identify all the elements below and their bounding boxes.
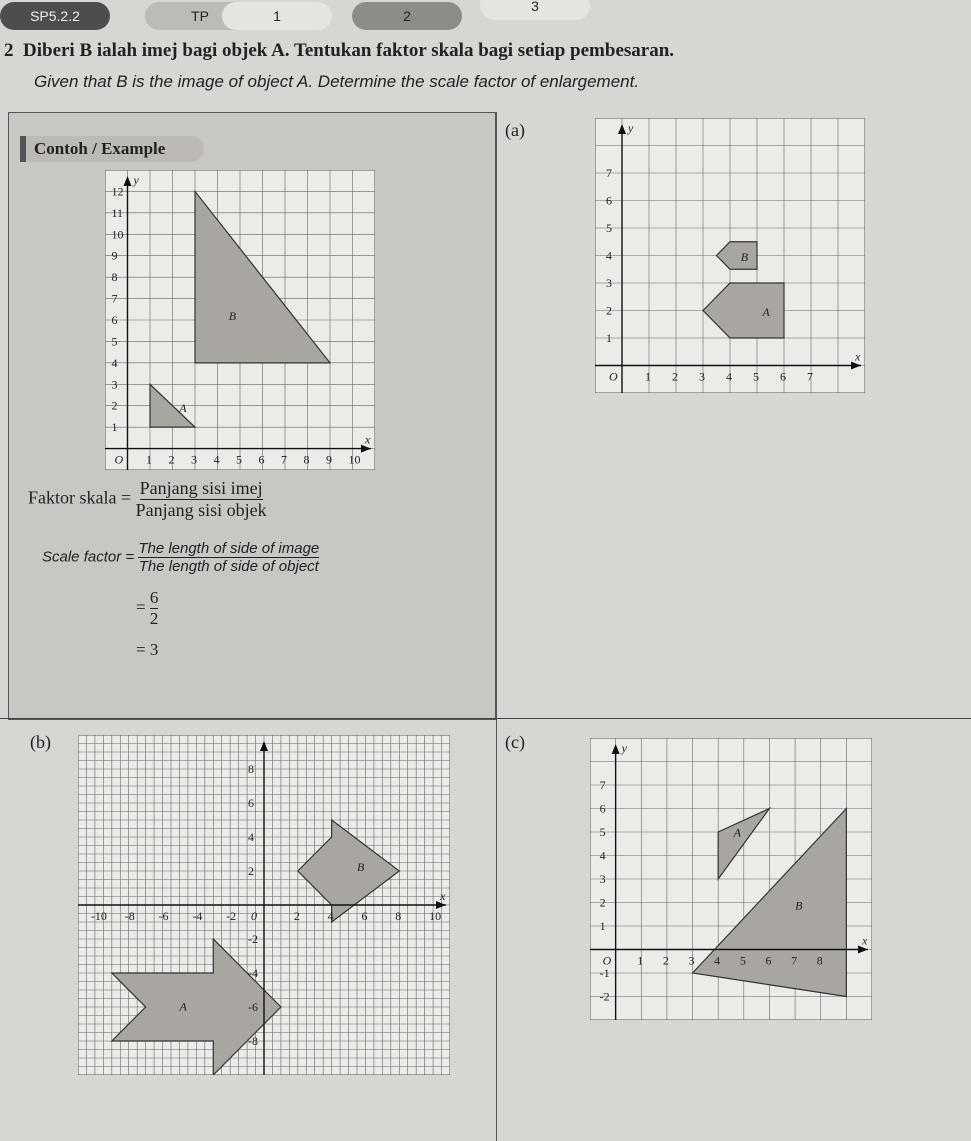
y-tick-label: 9	[111, 248, 118, 263]
x-tick-label: 3	[191, 452, 197, 467]
origin-label: 0	[251, 909, 257, 923]
y-axis-label: y	[133, 173, 139, 187]
x-tick-label: 5	[739, 953, 746, 968]
denominator: 2	[149, 609, 159, 628]
shape-label: B	[357, 860, 365, 874]
y-tick-label: 3	[599, 872, 606, 886]
formula-ms	[28, 478, 267, 521]
y-tick-label: -8	[248, 1034, 258, 1048]
y-tick-label: -2	[248, 932, 258, 946]
x-tick-label: 8	[395, 909, 402, 923]
x-tick-label: 7	[281, 452, 287, 467]
y-tick-label: 11	[111, 205, 124, 220]
y-tick-label: 1	[111, 420, 118, 435]
part-b-grid	[78, 735, 450, 1075]
part-c-label: (c)	[505, 732, 525, 752]
x-tick-label: 2	[672, 369, 678, 384]
x-tick-label: -6	[158, 909, 169, 923]
x-tick-label: 6	[765, 953, 772, 968]
x-tick-label: -8	[124, 909, 135, 923]
denominator: The length of side of object	[138, 558, 319, 575]
y-tick-label: 3	[606, 276, 612, 290]
y-tick-label: 6	[111, 313, 118, 327]
y-tick-label: 2	[111, 398, 118, 413]
x-tick-label: 4	[327, 909, 334, 923]
y-tick-label: 8	[248, 762, 254, 776]
y-tick-label: -2	[599, 989, 610, 1004]
denominator: Panjang sisi objek	[135, 500, 267, 520]
y-tick-label: 2	[599, 895, 606, 910]
x-tick-label: -4	[192, 909, 203, 923]
x-axis-label: x	[365, 432, 371, 447]
tab-sp: SP5.2.2	[0, 2, 110, 30]
x-tick-label: 1	[645, 369, 651, 384]
y-tick-label: 6	[599, 801, 606, 816]
y-tick-label: 7	[111, 291, 118, 306]
x-axis-label: x	[855, 349, 861, 364]
formula-lhs: Scale factor =	[42, 548, 135, 566]
question-text-en: Given that B is the image of object A. Determine the scale factor of enlargement.	[34, 72, 640, 91]
x-tick-label: 4	[213, 452, 220, 467]
x-tick-label: 9	[326, 452, 332, 467]
x-tick-label: 5	[236, 452, 242, 467]
y-tick-label: 2	[606, 303, 612, 318]
x-tick-label: 5	[753, 369, 759, 384]
part-c-grid	[590, 738, 872, 1020]
x-tick-label: 1	[637, 953, 644, 968]
y-tick-label: 3	[111, 377, 118, 392]
tab-1: 1	[222, 2, 332, 30]
x-tick-label: 3	[699, 369, 705, 384]
x-tick-label: 8	[303, 452, 310, 467]
x-tick-label: 3	[688, 953, 695, 968]
formula-en	[42, 540, 319, 575]
x-tick-label: 8	[816, 953, 823, 968]
y-tick-label: 4	[599, 848, 606, 863]
y-axis-label: y	[628, 121, 634, 135]
x-axis-label: x	[862, 933, 868, 948]
equals: =	[136, 597, 146, 617]
step-2: = 3	[136, 640, 159, 659]
x-tick-label: 7	[791, 953, 798, 968]
x-tick-label: 2	[293, 909, 300, 923]
y-tick-label: 6	[248, 796, 254, 810]
question	[4, 40, 674, 62]
part-a-grid	[595, 118, 865, 393]
formula-lhs: Faktor skala =	[28, 487, 132, 508]
example-label: Contoh / Example	[20, 136, 204, 162]
question-number: 2	[4, 40, 14, 61]
example-grid	[105, 170, 375, 470]
y-tick-label: 5	[606, 221, 612, 235]
x-tick-label: 10	[348, 452, 361, 467]
y-tick-label: 7	[606, 166, 612, 180]
shape-label: A	[762, 305, 770, 319]
x-tick-label: -10	[90, 909, 107, 923]
x-tick-label: 4	[714, 953, 721, 968]
divider	[0, 718, 971, 719]
x-tick-label: 2	[168, 452, 175, 467]
numerator: The length of side of image	[138, 540, 320, 557]
y-tick-label: 4	[606, 248, 612, 263]
y-tick-label: 5	[111, 334, 118, 349]
y-axis-label: y	[621, 741, 627, 755]
y-tick-label: 2	[248, 864, 254, 878]
question-text-ms: Diberi B ialah imej bagi objek A. Tentukan faktor skala bagi setiap pembesaran.	[23, 40, 675, 61]
y-tick-label: 4	[248, 830, 254, 844]
tab-3: 3	[480, 0, 590, 20]
y-tick-label: 6	[606, 193, 612, 208]
origin-label: O	[609, 369, 618, 384]
x-tick-label: 6	[258, 452, 265, 467]
header-tabs	[0, 0, 971, 34]
y-tick-label: -6	[248, 1000, 258, 1014]
x-tick-label: 4	[726, 369, 732, 384]
y-tick-label: 7	[599, 778, 606, 792]
shape-label: B	[740, 250, 749, 264]
shape-label: A	[179, 999, 187, 1014]
y-tick-label: -4	[248, 966, 258, 980]
tab-2: 2	[352, 2, 462, 30]
x-tick-label: 2	[662, 953, 669, 968]
x-tick-label: 6	[780, 369, 786, 384]
x-tick-label: -2	[226, 909, 237, 923]
y-tick-label: 5	[599, 825, 606, 839]
divider	[496, 112, 497, 1141]
y-tick-label: 10	[111, 227, 124, 242]
x-tick-label: 10	[429, 909, 442, 923]
x-axis-label: x	[440, 889, 446, 903]
shape-label: B	[795, 898, 803, 913]
y-tick-label: 1	[599, 919, 606, 933]
y-tick-label: -1	[599, 966, 610, 980]
shape-label: A	[733, 825, 741, 840]
y-tick-label: 8	[111, 270, 118, 285]
shape-label: A	[179, 401, 187, 416]
x-tick-label: 6	[361, 909, 368, 923]
numerator: Panjang sisi imej	[139, 478, 263, 498]
y-tick-label: 12	[111, 184, 124, 199]
origin-label: O	[602, 953, 612, 968]
step-1	[136, 588, 158, 629]
origin-label: O	[114, 452, 124, 467]
y-tick-label: 1	[606, 331, 612, 345]
part-b-label: (b)	[30, 732, 51, 752]
shape-label: B	[228, 309, 237, 323]
x-tick-label: 1	[146, 452, 152, 467]
x-tick-label: 7	[807, 369, 813, 384]
tab-tp: TP	[145, 2, 255, 30]
y-tick-label: 4	[111, 355, 118, 370]
numerator: 6	[149, 588, 159, 607]
part-a-label: (a)	[505, 120, 525, 140]
